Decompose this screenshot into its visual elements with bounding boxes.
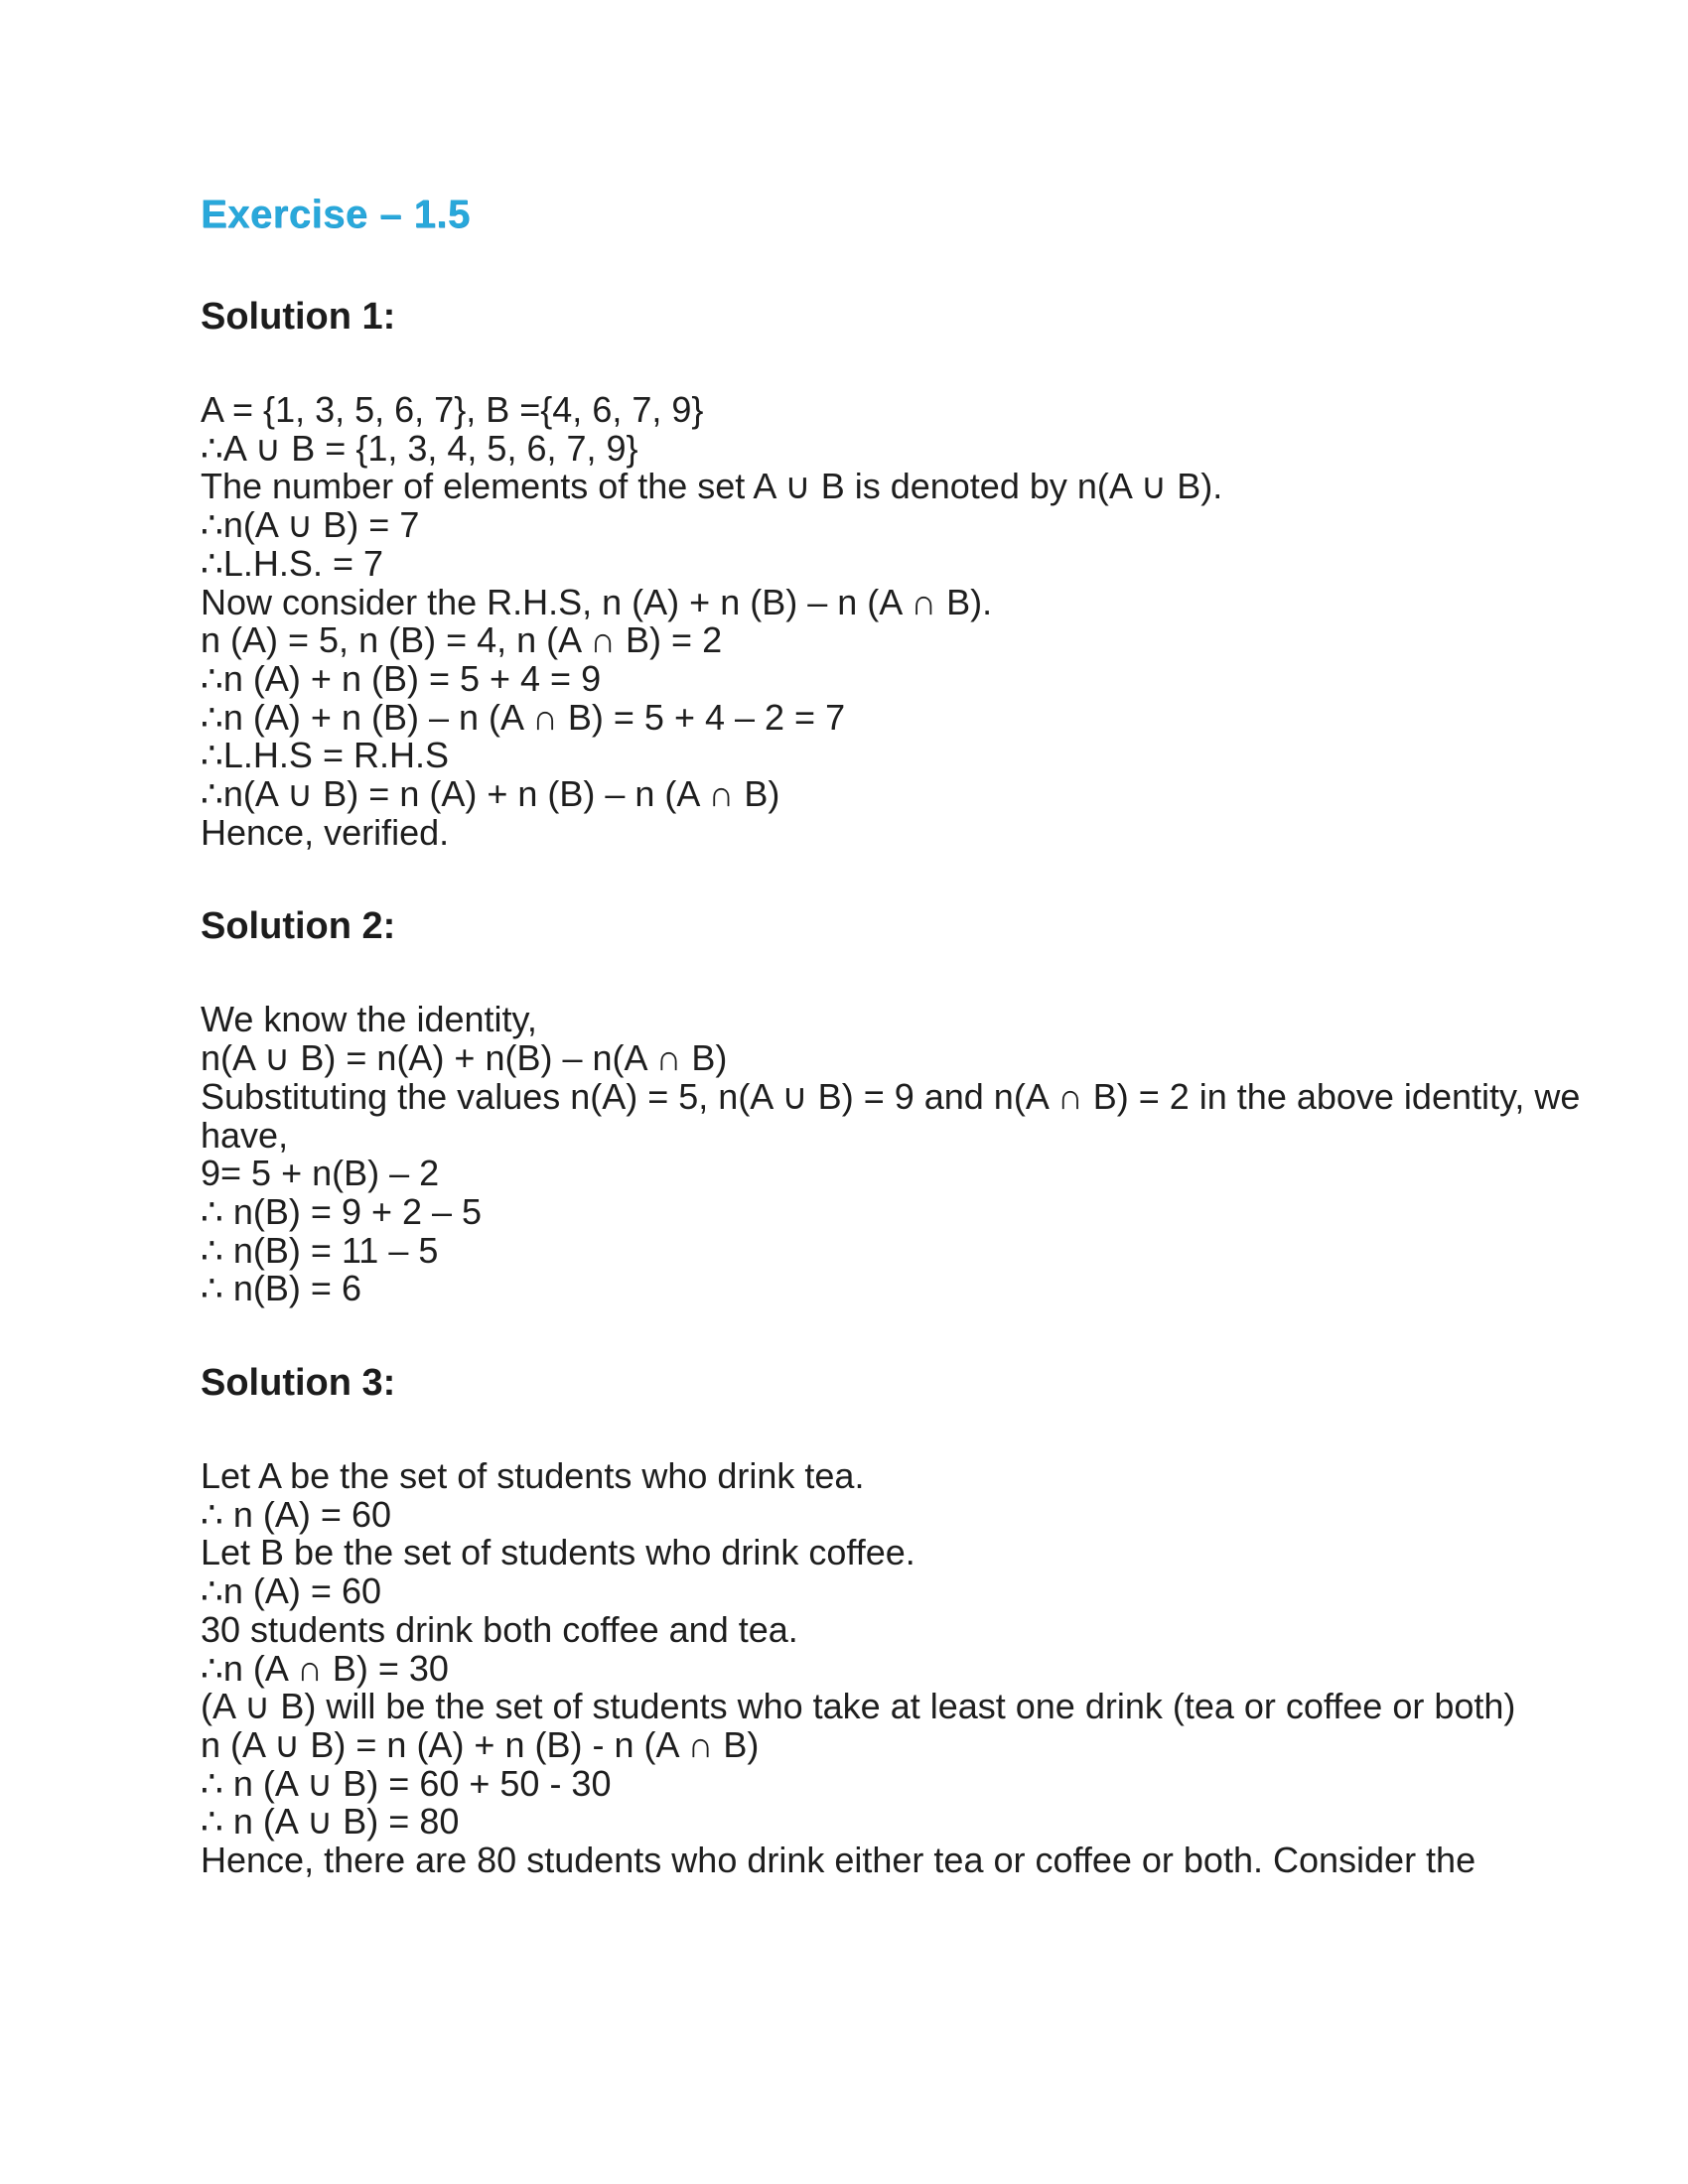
- text-line: ∴n(A ∪ B) = n (A) + n (B) – n (A ∩ B): [201, 773, 780, 815]
- text-line: 9= 5 + n(B) – 2: [201, 1153, 440, 1194]
- text-line: n(A ∪ B) = n(A) + n(B) – n(A ∩ B): [201, 1037, 728, 1079]
- solution-heading: Solution 1:: [201, 296, 396, 338]
- solution-body: [201, 999, 1581, 1309]
- text-line: Let B be the set of students who drink coffee.: [201, 1532, 915, 1573]
- text-line: ∴ n(B) = 11 – 5: [201, 1229, 439, 1271]
- text-line: n (A ∪ B) = n (A) + n (B) - n (A ∩ B): [201, 1723, 760, 1765]
- text-line: n (A) = 5, n (B) = 4, n (A ∩ B) = 2: [201, 619, 723, 661]
- text-line: Now consider the R.H.S, n (A) + n (B) – n (A ∩ B).: [201, 581, 993, 622]
- text-line: ∴n (A) = 60: [201, 1570, 381, 1612]
- solution-heading: Solution 3:: [201, 1362, 396, 1405]
- text-line: A = {1, 3, 5, 6, 7}, B ={4, 6, 7, 9}: [201, 389, 704, 430]
- text-line: Hence, verified.: [201, 811, 450, 853]
- text-line: We know the identity,: [201, 999, 537, 1040]
- text-line: Let A be the set of students who drink tea.: [201, 1455, 865, 1497]
- text-line: 30 students drink both coffee and tea.: [201, 1608, 798, 1650]
- text-line: ∴ n(B) = 9 + 2 – 5: [201, 1190, 483, 1232]
- text-line: Substituting the values n(A) = 5, n(A ∪ B) = 9 and n(A ∩ B) = 2 in the above identity, we: [201, 1075, 1581, 1117]
- text-line: ∴ n (A ∪ B) = 80: [201, 1801, 460, 1843]
- text-line: (A ∪ B) will be the set of students who take at least one drink (tea or coffee or both): [201, 1686, 1516, 1727]
- text-line: ∴n (A ∩ B) = 30: [201, 1647, 449, 1689]
- text-line: ∴A ∪ B = {1, 3, 4, 5, 6, 7, 9}: [201, 427, 638, 469]
- page-title: Exercise – 1.5: [201, 193, 471, 236]
- text-line: ∴ n (A) = 60: [201, 1493, 391, 1535]
- document-content: [201, 193, 1581, 1881]
- solution-heading: Solution 2:: [201, 905, 396, 948]
- text-line: ∴L.H.S. = 7: [201, 542, 383, 584]
- solution-section-3: [201, 1362, 1516, 1881]
- text-line: Hence, there are 80 students who drink either tea or coffee or both. Consider the: [201, 1840, 1477, 1881]
- solution-body: [201, 391, 1452, 852]
- solution-body: [201, 1455, 1516, 1881]
- text-line: ∴n(A ∪ B) = 7: [201, 504, 420, 546]
- text-line: ∴L.H.S = R.H.S: [201, 735, 449, 776]
- solution-section-1: [201, 298, 1452, 852]
- solution-section-2: [201, 905, 1581, 1309]
- text-line: ∴n (A) + n (B) = 5 + 4 = 9: [201, 657, 602, 699]
- text-line: The number of elements of the set A ∪ B is denoted by n(A ∪ B).: [201, 466, 1223, 507]
- solutions-container: [201, 296, 1581, 1881]
- text-line: ∴ n (A ∪ B) = 60 + 50 - 30: [201, 1762, 612, 1804]
- text-line: ∴n (A) + n (B) – n (A ∩ B) = 5 + 4 – 2 = 7: [201, 696, 846, 738]
- text-line: have,: [201, 1114, 289, 1156]
- text-line: ∴ n(B) = 6: [201, 1268, 361, 1309]
